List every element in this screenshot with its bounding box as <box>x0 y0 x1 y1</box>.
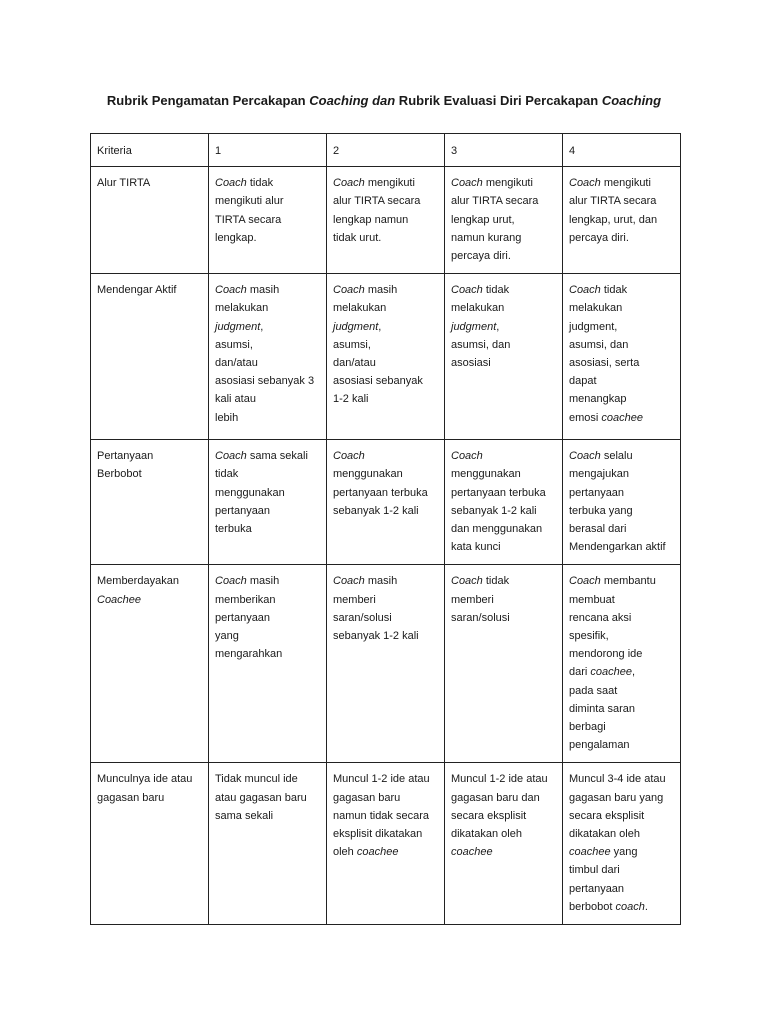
cell-text-line: melakukan <box>333 302 387 315</box>
cell-text-line: berbagi <box>569 721 606 734</box>
cell-text-line: spesifik, <box>569 630 609 643</box>
cell-text-line: Coach <box>333 450 365 463</box>
cell-text-line: Berbobot <box>97 468 142 481</box>
cell-text-line: Mendengar Aktif <box>97 284 177 297</box>
cell-text-line: menangkap <box>569 393 627 406</box>
header-cell-criteria: Kriteria <box>91 134 209 167</box>
cell-text-line: Coach masih <box>333 284 398 297</box>
table-row <box>91 763 681 925</box>
cell-text-line: mengajukan <box>569 468 629 481</box>
cell-text-line: Munculnya ide atau <box>97 773 193 786</box>
cell-text-line: Coach mengikuti <box>569 177 651 190</box>
cell-text-line: eksplisit dikatakan <box>333 828 423 841</box>
cell-text-line: lengkap. <box>215 231 257 244</box>
cell-text-line: Coach mengikuti <box>451 177 533 190</box>
cell-text-line: alur TIRTA secara <box>333 195 421 208</box>
cell-text-line: kali atau <box>215 393 256 406</box>
cell-text-line: dikatakan oleh <box>569 828 640 841</box>
cell-text-line: Coach masih <box>333 575 398 588</box>
title-segment: Coaching <box>601 93 662 108</box>
cell-text-line: menggunakan <box>451 468 521 481</box>
cell-level-1 <box>209 565 327 763</box>
cell-text-line: namun kurang <box>451 231 522 244</box>
table-row <box>91 440 681 565</box>
cell-text-line: alur TIRTA secara <box>569 195 657 208</box>
cell-level-3 <box>445 167 563 274</box>
cell-text-line: asosiasi sebanyak 3 <box>215 375 315 388</box>
cell-text-line: terbuka <box>215 523 252 536</box>
cell-text-line: Coach tidak <box>215 177 274 190</box>
cell-level-1 <box>209 763 327 925</box>
document-title <box>0 93 768 109</box>
cell-text-line: alur TIRTA secara <box>451 195 539 208</box>
header-cell-level-4: 4 <box>563 134 681 167</box>
cell-text-line: namun tidak secara <box>333 809 429 822</box>
cell-text-line: coachee <box>451 846 493 859</box>
cell-text-line: judgment, <box>569 320 618 333</box>
cell-level-1 <box>209 274 327 440</box>
cell-level-4 <box>563 763 681 925</box>
cell-criteria <box>91 763 209 925</box>
cell-text-line: rencana aksi <box>569 611 632 624</box>
header-cell-level-1: 1 <box>209 134 327 167</box>
cell-text-line: TIRTA secara <box>215 213 282 226</box>
cell-text-line: Coach masih <box>215 284 280 297</box>
cell-text-line: mengikuti alur <box>215 195 284 208</box>
cell-text-line: Alur TIRTA <box>97 177 151 190</box>
cell-text-line: asumsi, dan <box>451 338 511 351</box>
cell-text-line: judgment, <box>333 320 382 333</box>
cell-criteria <box>91 565 209 763</box>
cell-text-line: dari coachee, <box>569 666 636 679</box>
cell-text-line: asumsi, <box>215 338 253 351</box>
cell-text-line: lengkap namun <box>333 213 409 226</box>
cell-text-line: berbobot coach. <box>569 900 648 913</box>
cell-text-line: mengarahkan <box>215 648 283 661</box>
cell-text-line: memberi <box>333 593 376 606</box>
cell-text-line: melakukan <box>215 302 269 315</box>
cell-text-line: saran/solusi <box>333 611 392 624</box>
title-segment: Rubrik Pengamatan Percakapan <box>106 93 310 108</box>
cell-text-line: asumsi, dan <box>569 338 629 351</box>
cell-text-line: kata kunci <box>451 541 501 554</box>
cell-level-4 <box>563 167 681 274</box>
cell-text-line: berasal dari <box>569 523 627 536</box>
cell-text-line: pertanyaan <box>569 486 625 499</box>
cell-text-line: timbul dari <box>569 864 620 877</box>
cell-text-line: sebanyak 1-2 kali <box>333 504 419 517</box>
cell-criteria <box>91 274 209 440</box>
title-segment: Coaching dan <box>309 93 396 108</box>
cell-text-line: oleh coachee <box>333 846 399 859</box>
cell-text-line: pertanyaan terbuka <box>333 486 428 499</box>
cell-text-line: Coach mengikuti <box>333 177 415 190</box>
cell-text-line: Coach tidak <box>451 575 510 588</box>
cell-text-line: gagasan baru <box>97 791 165 804</box>
table-row <box>91 565 681 763</box>
cell-text-line: secara eksplisit <box>451 809 527 822</box>
cell-text-line: Coachee <box>97 593 142 606</box>
cell-level-3 <box>445 274 563 440</box>
header-row <box>91 134 681 167</box>
cell-level-2 <box>327 274 445 440</box>
cell-level-1 <box>209 440 327 565</box>
cell-text-line: dan/atau <box>215 357 258 370</box>
cell-text-line: asosiasi, serta <box>569 357 640 370</box>
cell-level-4 <box>563 440 681 565</box>
cell-text-line: menggunakan <box>215 486 285 499</box>
cell-text-line: secara eksplisit <box>569 809 645 822</box>
cell-level-4 <box>563 274 681 440</box>
cell-text-line: pengalaman <box>569 739 630 752</box>
header-cell-level-3: 3 <box>445 134 563 167</box>
cell-text-line: pertanyaan <box>569 882 625 895</box>
cell-level-2 <box>327 565 445 763</box>
cell-text-line: Mendengarkan aktif <box>569 541 666 554</box>
cell-text-line: percaya diri. <box>569 231 629 244</box>
cell-text-line: asumsi, <box>333 338 371 351</box>
cell-text-line: pada saat <box>569 684 618 697</box>
cell-text-line: Coach tidak <box>569 284 628 297</box>
cell-text-line: gagasan baru yang <box>569 791 664 804</box>
cell-text-line: yang <box>215 630 239 643</box>
cell-text-line: Coach sama sekali <box>215 450 308 463</box>
cell-text-line: saran/solusi <box>451 611 510 624</box>
cell-text-line: terbuka yang <box>569 504 633 517</box>
cell-text-line: pertanyaan terbuka <box>451 486 546 499</box>
cell-text-line: gagasan baru <box>333 791 401 804</box>
cell-text-line: asosiasi <box>451 357 491 370</box>
cell-text-line: dapat <box>569 375 597 388</box>
cell-level-3 <box>445 565 563 763</box>
cell-text-line: lebih <box>215 411 239 424</box>
cell-level-2 <box>327 167 445 274</box>
cell-text-line: lengkap urut, <box>451 213 515 226</box>
cell-text-line: memberikan <box>215 593 276 606</box>
cell-text-line: tidak <box>215 468 239 481</box>
cell-text-line: judgment, <box>451 320 500 333</box>
cell-text-line: Coach masih <box>215 575 280 588</box>
cell-criteria <box>91 440 209 565</box>
cell-text-line: pertanyaan <box>215 504 271 517</box>
cell-text-line: emosi coachee <box>569 411 643 424</box>
cell-text-line: percaya diri. <box>451 250 511 263</box>
cell-level-4 <box>563 565 681 763</box>
cell-text-line: gagasan baru dan <box>451 791 540 804</box>
cell-text-line: Muncul 3-4 ide atau <box>569 773 666 786</box>
cell-text-line: Coach membantu <box>569 575 656 588</box>
cell-text-line: menggunakan <box>333 468 403 481</box>
cell-text-line: melakukan <box>569 302 623 315</box>
cell-text-line: tidak urut. <box>333 231 382 244</box>
cell-text-line: Coach <box>451 450 483 463</box>
cell-text-line: atau gagasan baru <box>215 791 307 804</box>
cell-text-line: 1-2 kali <box>333 393 369 406</box>
cell-text-line: sebanyak 1-2 kali <box>333 630 419 643</box>
cell-text-line: judgment, <box>215 320 264 333</box>
cell-text-line: mendorong ide <box>569 648 643 661</box>
cell-level-2 <box>327 440 445 565</box>
title-segment: Rubrik Evaluasi Diri Percakapan <box>395 93 602 108</box>
cell-text-line: Muncul 1-2 ide atau <box>333 773 430 786</box>
cell-text-line: Coach tidak <box>451 284 510 297</box>
cell-text-line: asosiasi sebanyak <box>333 375 423 388</box>
rubric-table <box>90 133 681 925</box>
cell-level-1 <box>209 167 327 274</box>
cell-text-line: Tidak muncul ide <box>215 773 298 786</box>
cell-text-line: dan/atau <box>333 357 376 370</box>
cell-text-line: Coach selalu <box>569 450 633 463</box>
cell-text-line: Muncul 1-2 ide atau <box>451 773 548 786</box>
cell-text-line: lengkap, urut, dan <box>569 213 658 226</box>
cell-text-line: melakukan <box>451 302 505 315</box>
cell-text-line: memberi <box>451 593 494 606</box>
cell-text-line: diminta saran <box>569 702 636 715</box>
cell-level-3 <box>445 763 563 925</box>
table-row <box>91 274 681 440</box>
cell-level-3 <box>445 440 563 565</box>
cell-text-line: pertanyaan <box>215 611 271 624</box>
cell-text-line: sama sekali <box>215 809 274 822</box>
cell-text-line: dan menggunakan <box>451 523 543 536</box>
table-row <box>91 167 681 274</box>
cell-text-line: dikatakan oleh <box>451 828 522 841</box>
cell-text-line: coachee yang <box>569 846 638 859</box>
header-cell-level-2: 2 <box>327 134 445 167</box>
cell-text-line: sebanyak 1-2 kali <box>451 504 537 517</box>
cell-level-2 <box>327 763 445 925</box>
cell-text-line: Memberdayakan <box>97 575 179 588</box>
cell-criteria <box>91 167 209 274</box>
cell-text-line: Pertanyaan <box>97 450 154 463</box>
cell-text-line: membuat <box>569 593 615 606</box>
